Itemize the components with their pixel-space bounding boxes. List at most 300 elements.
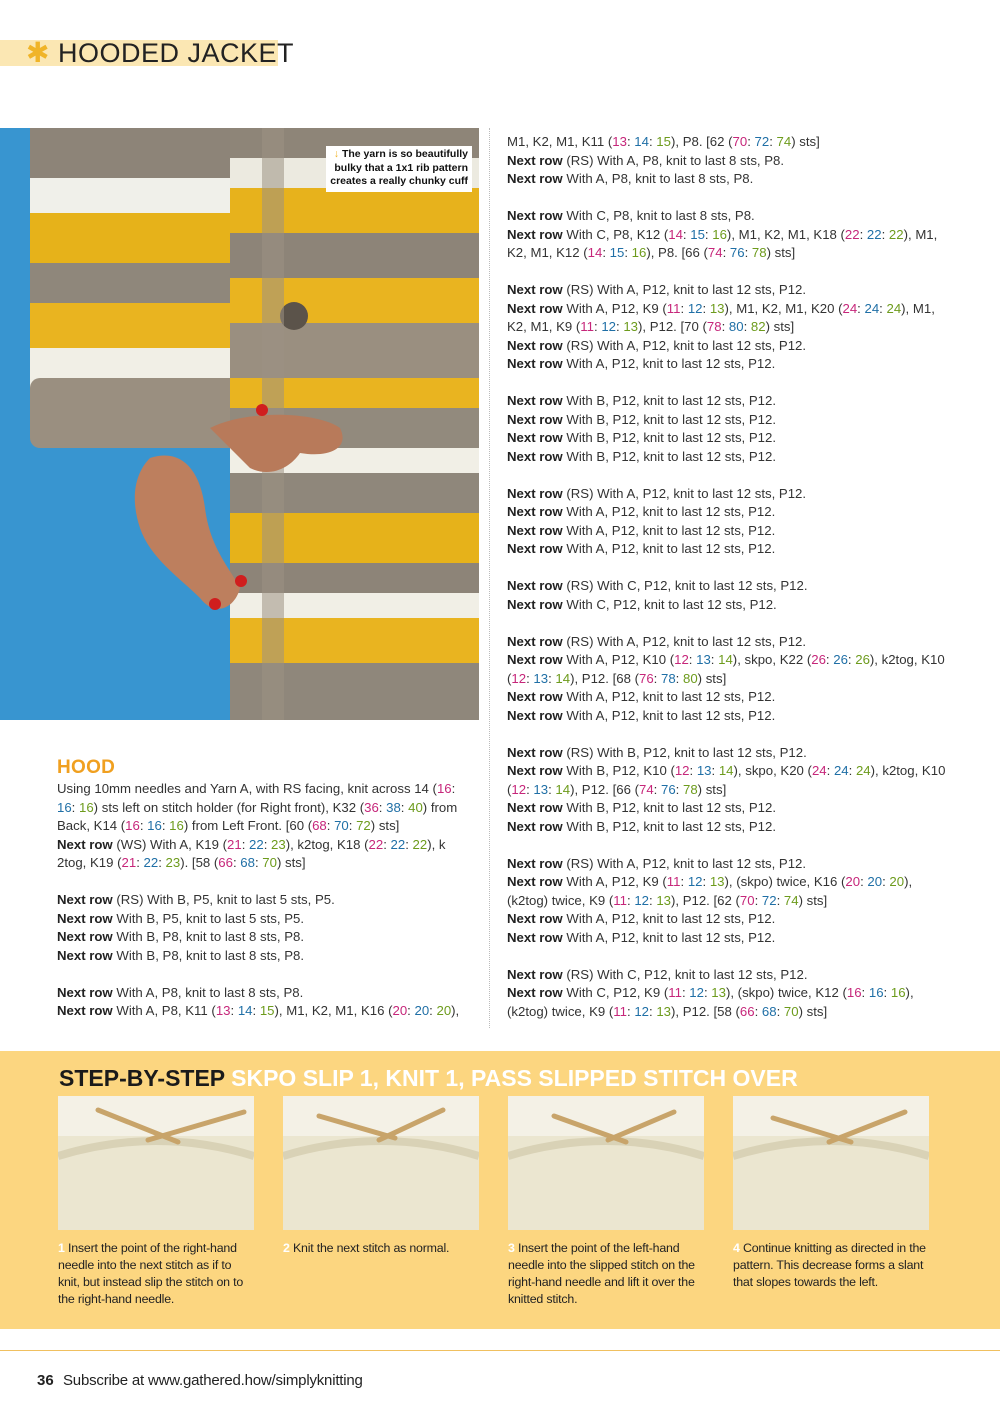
row-label: Next row <box>507 800 563 815</box>
instruction-line <box>507 910 947 929</box>
instruction-text: ), P8. [66 ( <box>646 245 708 260</box>
paragraph-gap <box>507 466 947 485</box>
size-value: 76 <box>638 670 654 686</box>
instruction-line <box>507 577 947 596</box>
instruction-text: ), (k2tog) twice, K9 ( <box>507 985 914 1019</box>
row-label: Next row <box>507 763 563 778</box>
size-value: 22 <box>143 855 159 870</box>
instruction-text: ) sts] <box>798 892 828 908</box>
size-value: 78 <box>706 319 722 334</box>
row-label: Next row <box>507 522 563 538</box>
size-value: 13 <box>656 1003 671 1019</box>
instruction-text: : <box>648 134 657 149</box>
size-value: 72 <box>754 134 770 149</box>
size-value: 14 <box>668 226 683 242</box>
instruction-text: : <box>879 300 887 316</box>
instruction-text: ), k2tog, K10 ( <box>507 763 946 797</box>
size-value: 72 <box>761 892 777 908</box>
row-label: Next row <box>507 300 563 316</box>
instruction-text: : <box>688 652 697 667</box>
instruction-text: With A, P12, knit to last 12 sts, P12. <box>562 522 776 538</box>
column-divider <box>489 128 490 1028</box>
size-value: 78 <box>682 781 698 797</box>
instruction-text: : <box>71 799 79 815</box>
row-label: Next row <box>507 282 563 297</box>
instruction-text: With A, P8, knit to last 8 sts, P8. <box>112 984 304 1000</box>
instruction-line <box>507 207 947 226</box>
instruction-text: ), M1, K2, M1, K18 ( <box>726 226 845 242</box>
size-value: 24 <box>842 300 858 316</box>
footer-subscribe-link[interactable]: Subscribe at www.gathered.how/simplyknitting <box>63 1372 363 1389</box>
instruction-text: : <box>702 300 710 316</box>
instruction-text: With B, P5, knit to last 5 sts, P5. <box>112 910 304 926</box>
instruction-text: : <box>232 855 241 870</box>
instruction-text: ) from Left Front. [60 ( <box>183 818 313 833</box>
size-value: 22 <box>412 836 428 852</box>
instruction-line <box>507 448 947 467</box>
row-label: Next row <box>507 633 563 649</box>
row-label: Next row <box>507 504 563 519</box>
instruction-text: : <box>826 763 834 778</box>
instruction-text: ) sts] <box>697 781 727 797</box>
size-value: 72 <box>356 818 371 833</box>
size-value: 22 <box>249 836 264 852</box>
instruction-text: ) sts] <box>765 319 795 334</box>
instruction-text: : <box>594 319 602 334</box>
instruction-text: : <box>681 985 690 1000</box>
size-value: 13 <box>709 300 725 316</box>
instruction-text: With C, P12, K9 ( <box>562 985 669 1000</box>
instruction-text: ), (skpo) twice, K16 ( <box>724 874 846 889</box>
size-value: 70 <box>783 1003 799 1019</box>
size-value: 26 <box>811 652 826 667</box>
instruction-text: With A, P12, knit to last 12 sts, P12. <box>562 689 776 704</box>
instruction-line <box>507 855 947 874</box>
instruction-text: ), (skpo) twice, K12 ( <box>725 985 847 1000</box>
instruction-text: : <box>263 836 272 852</box>
step-2-image <box>283 1096 479 1230</box>
instruction-text: ) from Back, K14 ( <box>57 799 458 833</box>
size-value: 74 <box>783 892 799 908</box>
instruction-line <box>507 133 947 152</box>
size-value: 11 <box>580 319 594 334</box>
instruction-text: : <box>675 670 683 686</box>
size-value: 11 <box>613 892 627 908</box>
size-value: 15 <box>690 226 705 242</box>
instruction-text: With B, P8, knit to last 8 sts, P8. <box>112 947 304 963</box>
instruction-line <box>507 540 947 559</box>
instruction-text: : <box>158 855 166 870</box>
size-value: 21 <box>121 855 137 870</box>
size-value: 15 <box>259 1003 275 1018</box>
instruction-text: ), skpo, K22 ( <box>732 652 812 667</box>
size-value: 14 <box>718 652 733 667</box>
instruction-line <box>507 337 947 356</box>
paragraph-gap <box>57 965 477 984</box>
photo-caption-text: The yarn is so beautifully bulky that a 1x1 rib pattern creates a really chunky cuff <box>330 148 468 187</box>
instruction-text: With B, P12, knit to last 12 sts, P12. <box>562 430 776 445</box>
row-label: Next row <box>507 855 563 871</box>
instruction-text: : <box>616 319 624 334</box>
size-value: 11 <box>668 985 682 1000</box>
size-value: 20 <box>436 1003 452 1018</box>
row-label: Next row <box>57 892 113 907</box>
row-label: Next row <box>507 171 563 186</box>
hood-heading: HOOD <box>57 757 116 778</box>
instruction-text: With B, P12, knit to last 12 sts, P12. <box>562 800 776 815</box>
instruction-line <box>57 780 477 836</box>
instruction-line <box>507 355 947 374</box>
step-description: Insert the point of the left-hand needle into the slipped stitch on the right-hand needle and lift it over the knitted stitch. <box>508 1241 695 1306</box>
instruction-text: ) sts] <box>697 670 727 686</box>
instruction-line <box>507 818 947 837</box>
size-value: 38 <box>386 799 401 815</box>
instruction-text: : <box>882 874 890 889</box>
step-number: 4 <box>733 1241 740 1255</box>
size-value: 12 <box>511 781 527 797</box>
instruction-text: : <box>722 245 730 260</box>
instruction-text: : <box>378 799 387 815</box>
instruction-text: ), k 2tog, K19 ( <box>57 836 446 870</box>
size-value: 12 <box>511 670 527 686</box>
instruction-text: (WS) With A, K19 ( <box>112 836 228 852</box>
step-number: 3 <box>508 1241 515 1255</box>
step-description: Knit the next stitch as normal. <box>292 1241 450 1255</box>
instruction-text: : <box>860 874 868 889</box>
row-label: Next row <box>507 485 563 501</box>
instruction-text: ) sts] <box>791 134 820 149</box>
size-value: 13 <box>709 874 725 889</box>
instruction-line <box>507 744 947 763</box>
instruction-text: : <box>769 134 777 149</box>
paragraph-gap <box>507 374 947 393</box>
instruction-line <box>507 633 947 652</box>
paragraph-gap <box>507 614 947 633</box>
size-value: 13 <box>711 985 726 1000</box>
size-value: 16 <box>631 245 647 260</box>
instruction-text: : <box>139 818 148 833</box>
instruction-text: : <box>252 1003 260 1018</box>
size-value: 21 <box>227 836 242 852</box>
instruction-text: ), P12. [70 ( <box>638 319 707 334</box>
size-value: 11 <box>613 1003 627 1019</box>
instruction-text: : <box>682 226 691 242</box>
instruction-text: With B, P8, knit to last 8 sts, P8. <box>112 929 304 944</box>
row-label: Next row <box>507 393 563 408</box>
instruction-line <box>57 910 477 929</box>
size-value: 13 <box>623 319 638 334</box>
size-value: 13 <box>533 670 549 686</box>
size-value: 14 <box>634 134 649 149</box>
size-value: 12 <box>689 985 704 1000</box>
size-value: 16 <box>436 781 452 796</box>
instruction-line <box>507 429 947 448</box>
size-value: 76 <box>660 781 676 797</box>
row-label: Next row <box>507 541 563 556</box>
instruction-text: : <box>548 781 556 797</box>
instruction-text: With A, P12, knit to last 12 sts, P12. <box>562 707 776 723</box>
size-value: 66 <box>218 855 233 870</box>
photo-caption <box>326 146 472 192</box>
size-value: 78 <box>660 670 676 686</box>
page-number: 36 <box>37 1372 54 1389</box>
instruction-text: : <box>680 300 688 316</box>
instruction-text: : <box>451 781 456 796</box>
size-value: 82 <box>750 319 766 334</box>
instruction-text: : <box>680 874 688 889</box>
instruction-text: ), M1, K2, M1, K20 ( <box>724 300 843 316</box>
step-description: Continue knitting as directed in the pattern. This decrease forms a slant that slopes towards the left. <box>733 1241 926 1289</box>
step-by-step-heading: SKPO SLIP 1, KNIT 1, PASS SLIPPED STITCH OVER <box>231 1065 798 1091</box>
instruction-text: : <box>241 836 250 852</box>
size-value: 15 <box>656 134 671 149</box>
instruction-text: : <box>702 874 710 889</box>
instruction-text: : <box>847 652 856 667</box>
instruction-text: : <box>648 1003 657 1019</box>
row-label: Next row <box>507 152 563 168</box>
instruction-text: M1, K2, M1, K11 ( <box>507 134 613 149</box>
instruction-text: : <box>626 134 635 149</box>
row-label: Next row <box>507 337 563 353</box>
instruction-text: : <box>326 818 335 833</box>
instruction-line <box>507 929 947 948</box>
size-value: 68 <box>312 818 327 833</box>
size-value: 13 <box>696 763 712 778</box>
row-label: Next row <box>507 652 563 667</box>
instruction-text: (RS) With C, P12, knit to last 12 sts, P12. <box>562 966 808 982</box>
instruction-text: : <box>254 855 263 870</box>
size-value: 66 <box>739 1003 755 1019</box>
row-label: Next row <box>507 411 563 427</box>
row-label: Next row <box>507 689 563 704</box>
step-1-image <box>58 1096 254 1230</box>
size-value: 16 <box>125 818 140 833</box>
instruction-text: (RS) With A, P12, knit to last 12 sts, P12. <box>562 633 807 649</box>
size-value: 12 <box>674 763 690 778</box>
size-value: 24 <box>886 300 902 316</box>
instruction-text: : <box>653 781 661 797</box>
instruction-line <box>507 485 947 504</box>
row-label: Next row <box>507 226 563 242</box>
instruction-text: : <box>743 319 751 334</box>
page-title: HOODED JACKET <box>58 38 295 68</box>
size-value: 23 <box>165 855 181 870</box>
size-value: 14 <box>587 245 603 260</box>
size-value: 74 <box>776 134 792 149</box>
instruction-line <box>507 392 947 411</box>
size-value: 13 <box>612 134 627 149</box>
instruction-text: (RS) With A, P12, knit to last 12 sts, P12. <box>562 485 807 501</box>
size-value: 13 <box>533 781 549 797</box>
size-value: 16 <box>79 799 94 815</box>
instruction-line <box>507 300 947 337</box>
instruction-text: ), P12. [58 ( <box>670 1003 740 1019</box>
size-value: 16 <box>57 799 72 815</box>
instruction-text: : <box>136 855 144 870</box>
instruction-text: (RS) With A, P12, knit to last 12 sts, P12. <box>562 337 807 353</box>
row-label: Next row <box>507 448 563 464</box>
step-4-text <box>733 1240 929 1291</box>
size-value: 78 <box>751 245 767 260</box>
size-value: 11 <box>666 874 681 889</box>
instruction-text: : <box>548 670 556 686</box>
instruction-text: ), M1, K2, M1, K9 ( <box>507 300 935 334</box>
step-by-step-title <box>59 1065 798 1092</box>
instruction-text: ), <box>451 1003 460 1018</box>
size-value: 20 <box>889 874 905 889</box>
instruction-text: With C, P12, knit to last 12 sts, P12. <box>562 596 777 612</box>
size-value: 74 <box>638 781 654 797</box>
size-value: 22 <box>866 226 882 242</box>
instruction-text: With A, P12, K9 ( <box>562 300 667 316</box>
size-value: 12 <box>634 1003 649 1019</box>
row-label: Next row <box>507 874 563 889</box>
instruction-text: : <box>825 652 834 667</box>
paragraph-gap <box>507 189 947 208</box>
step-2-text <box>283 1240 479 1257</box>
row-label: Next row <box>57 910 113 926</box>
instruction-text: : <box>653 670 661 686</box>
instruction-text: : <box>383 836 391 852</box>
instruction-text: : <box>648 892 657 908</box>
size-value: 16 <box>890 985 906 1000</box>
instruction-text: With B, P12, knit to last 12 sts, P12. <box>562 393 776 408</box>
instruction-text: (RS) With A, P12, knit to last 12 sts, P12. <box>562 282 807 297</box>
instruction-text: ). [58 ( <box>180 855 219 870</box>
instruction-text: : <box>754 1003 762 1019</box>
instruction-line <box>507 170 947 189</box>
hood-instructions <box>57 780 477 1021</box>
size-value: 70 <box>732 134 748 149</box>
size-value: 76 <box>729 245 745 260</box>
instruction-text: : <box>405 836 413 852</box>
instruction-line <box>507 596 947 615</box>
instruction-text: (RS) With C, P12, knit to last 12 sts, P12. <box>562 578 808 593</box>
instruction-line <box>507 707 947 726</box>
size-value: 14 <box>237 1003 253 1018</box>
instruction-text: : <box>624 245 632 260</box>
size-value: 80 <box>682 670 698 686</box>
size-value: 24 <box>864 300 880 316</box>
row-label: Next row <box>507 208 563 223</box>
instruction-text: : <box>626 1003 635 1019</box>
step-3-image <box>508 1096 704 1230</box>
instruction-text: With B, P12, knit to last 12 sts, P12. <box>562 448 776 464</box>
size-value: 16 <box>147 818 162 833</box>
size-value: 12 <box>601 319 616 334</box>
size-value: 68 <box>240 855 255 870</box>
instruction-text: With C, P8, K12 ( <box>562 226 669 242</box>
row-label: Next row <box>507 707 563 723</box>
size-value: 12 <box>687 874 703 889</box>
instruction-text: With A, P12, K10 ( <box>562 652 675 667</box>
instruction-text: : <box>883 985 891 1000</box>
instruction-line <box>507 799 947 818</box>
instruction-line <box>507 226 947 263</box>
step-number: 2 <box>283 1241 290 1255</box>
instruction-text: : <box>348 818 357 833</box>
instruction-text: With A, P12, knit to last 12 sts, P12. <box>562 504 776 519</box>
instruction-text: With B, P12, knit to last 12 sts, P12. <box>562 411 776 427</box>
instruction-text: : <box>776 892 784 908</box>
size-value: 22 <box>390 836 406 852</box>
instruction-text: ) sts] <box>276 855 306 870</box>
size-value: 20 <box>845 874 861 889</box>
instruction-text: ) sts] <box>766 245 796 260</box>
instruction-text: With A, P8, K11 ( <box>112 1003 216 1018</box>
step-3-text <box>508 1240 704 1308</box>
paragraph-gap <box>507 725 947 744</box>
instruction-text: : <box>859 226 867 242</box>
pattern-instructions <box>507 133 947 1021</box>
instruction-text: ), P12. [68 ( <box>570 670 639 686</box>
paragraph-gap <box>57 873 477 892</box>
size-value: 20 <box>414 1003 430 1018</box>
instruction-text: ), P12. [62 ( <box>670 892 740 908</box>
size-value: 11 <box>666 300 681 316</box>
size-value: 16 <box>712 226 727 242</box>
row-label: Next row <box>507 356 563 371</box>
instruction-text: With C, P8, knit to last 8 sts, P8. <box>562 208 755 223</box>
row-label: Next row <box>57 836 113 852</box>
instruction-text: : <box>703 985 712 1000</box>
size-value: 70 <box>262 855 277 870</box>
instruction-text: : <box>602 245 610 260</box>
step-description: Insert the point of the right-hand needle into the next stitch as if to knit, but instead slip the stitch on to the right-hand needle. <box>58 1241 244 1306</box>
instruction-line <box>57 928 477 947</box>
size-value: 14 <box>555 781 571 797</box>
instruction-text: With A, P12, knit to last 12 sts, P12. <box>562 356 776 371</box>
size-value: 24 <box>811 763 827 778</box>
arrow-down-icon: ↓ <box>333 148 340 160</box>
instruction-text: : <box>704 226 713 242</box>
instruction-line <box>507 503 947 522</box>
instruction-text: (RS) With B, P5, knit to last 5 sts, P5. <box>112 892 335 907</box>
paragraph-gap <box>507 836 947 855</box>
row-label: Next row <box>507 818 563 834</box>
row-label: Next row <box>507 430 563 445</box>
asterisk-icon: ✱ <box>26 37 50 68</box>
instruction-text: : <box>744 245 752 260</box>
size-value: 16 <box>169 818 184 833</box>
jacket-photo <box>0 128 479 720</box>
instruction-text: : <box>429 1003 437 1018</box>
row-label: Next row <box>507 744 563 760</box>
size-value: 74 <box>707 245 723 260</box>
size-value: 12 <box>634 892 649 908</box>
row-label: Next row <box>507 966 563 982</box>
step-number: 1 <box>58 1241 65 1255</box>
row-label: Next row <box>507 596 563 612</box>
instruction-line <box>507 984 947 1021</box>
paragraph-gap <box>507 559 947 578</box>
size-value: 16 <box>868 985 884 1000</box>
instruction-text: ) sts] <box>370 818 400 833</box>
instruction-line <box>507 152 947 171</box>
instruction-line <box>507 411 947 430</box>
row-label: Next row <box>57 1003 113 1018</box>
instruction-text: ), P12. [66 ( <box>570 781 639 797</box>
size-value: 26 <box>833 652 848 667</box>
instruction-text: With A, P12, knit to last 12 sts, P12. <box>562 911 776 926</box>
row-label: Next row <box>507 985 563 1000</box>
instruction-text: : <box>861 985 869 1000</box>
size-value: 13 <box>696 652 711 667</box>
instruction-text: : <box>721 319 729 334</box>
size-value: 12 <box>687 300 703 316</box>
instruction-line <box>507 688 947 707</box>
size-value: 68 <box>761 1003 777 1019</box>
